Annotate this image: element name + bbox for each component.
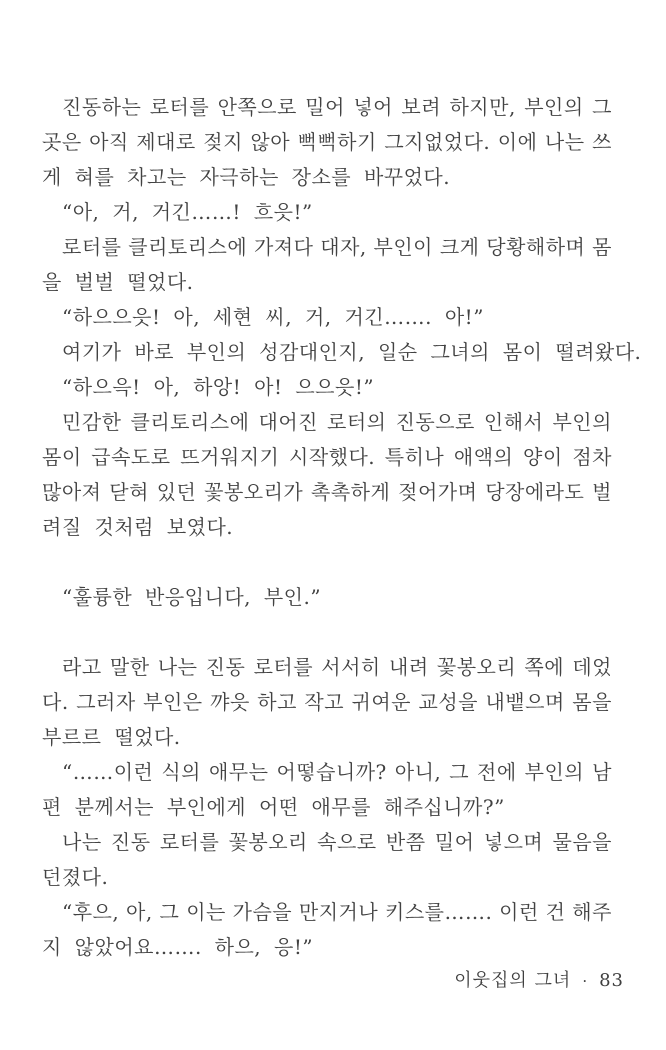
word: 다.	[42, 690, 69, 714]
word: 그	[592, 95, 612, 119]
word: 아,	[126, 900, 153, 924]
word: 보려	[401, 95, 442, 119]
word: 식의	[161, 760, 201, 784]
word: 애액의	[453, 445, 514, 469]
word: 부인이	[373, 235, 434, 259]
word: 데었	[572, 655, 612, 679]
word: 하고	[257, 690, 297, 714]
word: 전에	[477, 760, 517, 784]
word: “……이런	[62, 760, 154, 784]
word: 급속도로	[91, 445, 171, 469]
word: 부인은	[143, 690, 203, 714]
word: 이는	[186, 900, 226, 924]
word: 로터의	[327, 410, 387, 434]
word: 안쪽으로	[217, 95, 297, 119]
word: 진동하는	[62, 95, 142, 119]
text-line: 편 분께서는 부인에게 어떤 애무를 해주십니까?”	[42, 795, 505, 819]
text-line: “훌륭한 반응입니다, 부인.”	[62, 585, 322, 609]
word: 쪽에	[524, 655, 565, 679]
text-line: 게 혀를 차고는 자극하는 장소를 바꾸었다.	[42, 165, 451, 189]
word: 진동	[205, 655, 246, 679]
footer-separator-dot: ·	[582, 972, 589, 990]
text-line	[42, 755, 612, 790]
word: 나는	[157, 655, 198, 679]
word: 내려	[389, 655, 429, 679]
text-line	[42, 825, 612, 860]
word: 뜨거워지기	[180, 445, 280, 469]
word: 남	[592, 760, 612, 784]
word: 뻑뻑하기	[297, 130, 377, 154]
word: 로터를	[253, 655, 314, 679]
word: 대자,	[320, 235, 367, 259]
word: 밀어	[434, 830, 475, 854]
word: 꽃봉오리가	[204, 480, 304, 504]
word: 건	[545, 900, 566, 924]
book-title: 이웃집의 그녀	[454, 970, 572, 991]
word: 하지만,	[449, 95, 516, 119]
word: 않아	[250, 130, 291, 154]
word: 있던	[156, 480, 197, 504]
text-line: “하으윽! 아, 하앙! 아! 으으읏!”	[62, 375, 375, 399]
text-line	[42, 230, 612, 265]
word: 꽃봉오리	[228, 830, 308, 854]
word: 나는	[62, 830, 102, 854]
word: 이런	[499, 900, 539, 924]
word: 말한	[109, 655, 150, 679]
word: 민감한	[62, 410, 122, 434]
text-line	[42, 895, 612, 930]
word: 라고	[62, 655, 102, 679]
page-text	[42, 90, 642, 965]
text-line: “아, 거, 거긴……! 흐읏!”	[62, 200, 313, 224]
text-line: 을 벌벌 떨었다.	[42, 270, 194, 294]
word: 제대로	[136, 130, 196, 154]
word: 그지없었다.	[384, 130, 491, 154]
word: 꺄읏	[210, 690, 250, 714]
word: 그	[449, 760, 470, 784]
word: 애무는	[208, 760, 269, 784]
word: 젖어가며	[398, 480, 478, 504]
word: 작고	[304, 690, 345, 714]
text-line: 여기가 바로 부인의 성감대인지, 일순 그녀의 몸이 떨려왔다.	[62, 340, 642, 364]
word: “후으,	[62, 900, 120, 924]
word: 나는	[544, 130, 585, 154]
text-line	[42, 90, 612, 125]
word: 부인의	[524, 760, 585, 784]
word: 서서히	[321, 655, 381, 679]
word: 몸	[592, 235, 612, 259]
word: 로터를	[159, 830, 220, 854]
word: 당장에라도	[485, 480, 585, 504]
word: 특히나	[384, 445, 445, 469]
word: 로터를	[149, 95, 210, 119]
word: 당황해하며	[486, 235, 586, 259]
word: 만지거나	[298, 900, 379, 924]
word: 진동으로	[395, 410, 475, 434]
word: 로터를	[62, 235, 122, 259]
word: 어떻습니까?	[276, 760, 387, 784]
word: 몸이	[42, 445, 82, 469]
text-line	[42, 475, 612, 510]
word: 밀어	[305, 95, 345, 119]
word: 곳은	[42, 130, 82, 154]
word: 이에	[497, 130, 538, 154]
word: 해주	[572, 900, 612, 924]
text-line: 부르르 떨었다.	[42, 725, 181, 749]
word: 내뱉으며	[485, 690, 565, 714]
text-line: “하으으읏! 아, 세현 씨, 거, 거긴……. 아!”	[62, 305, 484, 329]
text-line: 려질 것처럼 보였다.	[42, 515, 234, 539]
text-line: 던졌다.	[42, 865, 109, 889]
word: 귀여운	[351, 690, 412, 714]
word: 넣어	[353, 95, 393, 119]
word: 꽃봉오리	[436, 655, 517, 679]
word: 부인의	[524, 95, 584, 119]
word: 속으로	[317, 830, 377, 854]
word: 벌	[592, 480, 612, 504]
word: 몸을	[572, 690, 612, 714]
page-footer	[454, 966, 624, 996]
word: 쓰	[592, 130, 612, 154]
word: 아직	[89, 130, 129, 154]
word: 가져다	[253, 235, 314, 259]
word: 크게	[439, 235, 480, 259]
word: 부인의	[552, 410, 612, 434]
word: 닫혀	[109, 480, 149, 504]
word: 점차	[572, 445, 612, 469]
word: 교성을	[418, 690, 478, 714]
word: 물음을	[552, 830, 612, 854]
word: 키스를…….	[385, 900, 493, 924]
blank-line	[42, 545, 612, 580]
word: 양이	[523, 445, 563, 469]
word: 아니,	[394, 760, 442, 784]
text-line: 지 않았어요……. 하으, 응!”	[42, 935, 314, 959]
word: 반쯤	[385, 830, 426, 854]
word: 클리토리스에	[128, 235, 248, 259]
word: 그러자	[76, 690, 136, 714]
text-line	[42, 650, 612, 685]
text-line	[42, 405, 612, 440]
word: 그	[159, 900, 180, 924]
word: 많아져	[42, 480, 102, 504]
word: 클리토리스에	[130, 410, 250, 434]
word: 넣으며	[483, 830, 544, 854]
blank-line	[42, 615, 612, 650]
text-line	[42, 125, 612, 160]
word: 젖지	[203, 130, 243, 154]
word: 가슴을	[232, 900, 293, 924]
word: 촉촉하게	[311, 480, 391, 504]
word: 진동	[110, 830, 151, 854]
text-line	[42, 440, 612, 475]
word: 대어진	[258, 410, 318, 434]
text-line	[42, 685, 612, 720]
word: 시작했다.	[289, 445, 376, 469]
page-number: 83	[599, 970, 624, 991]
word: 인해서	[483, 410, 544, 434]
